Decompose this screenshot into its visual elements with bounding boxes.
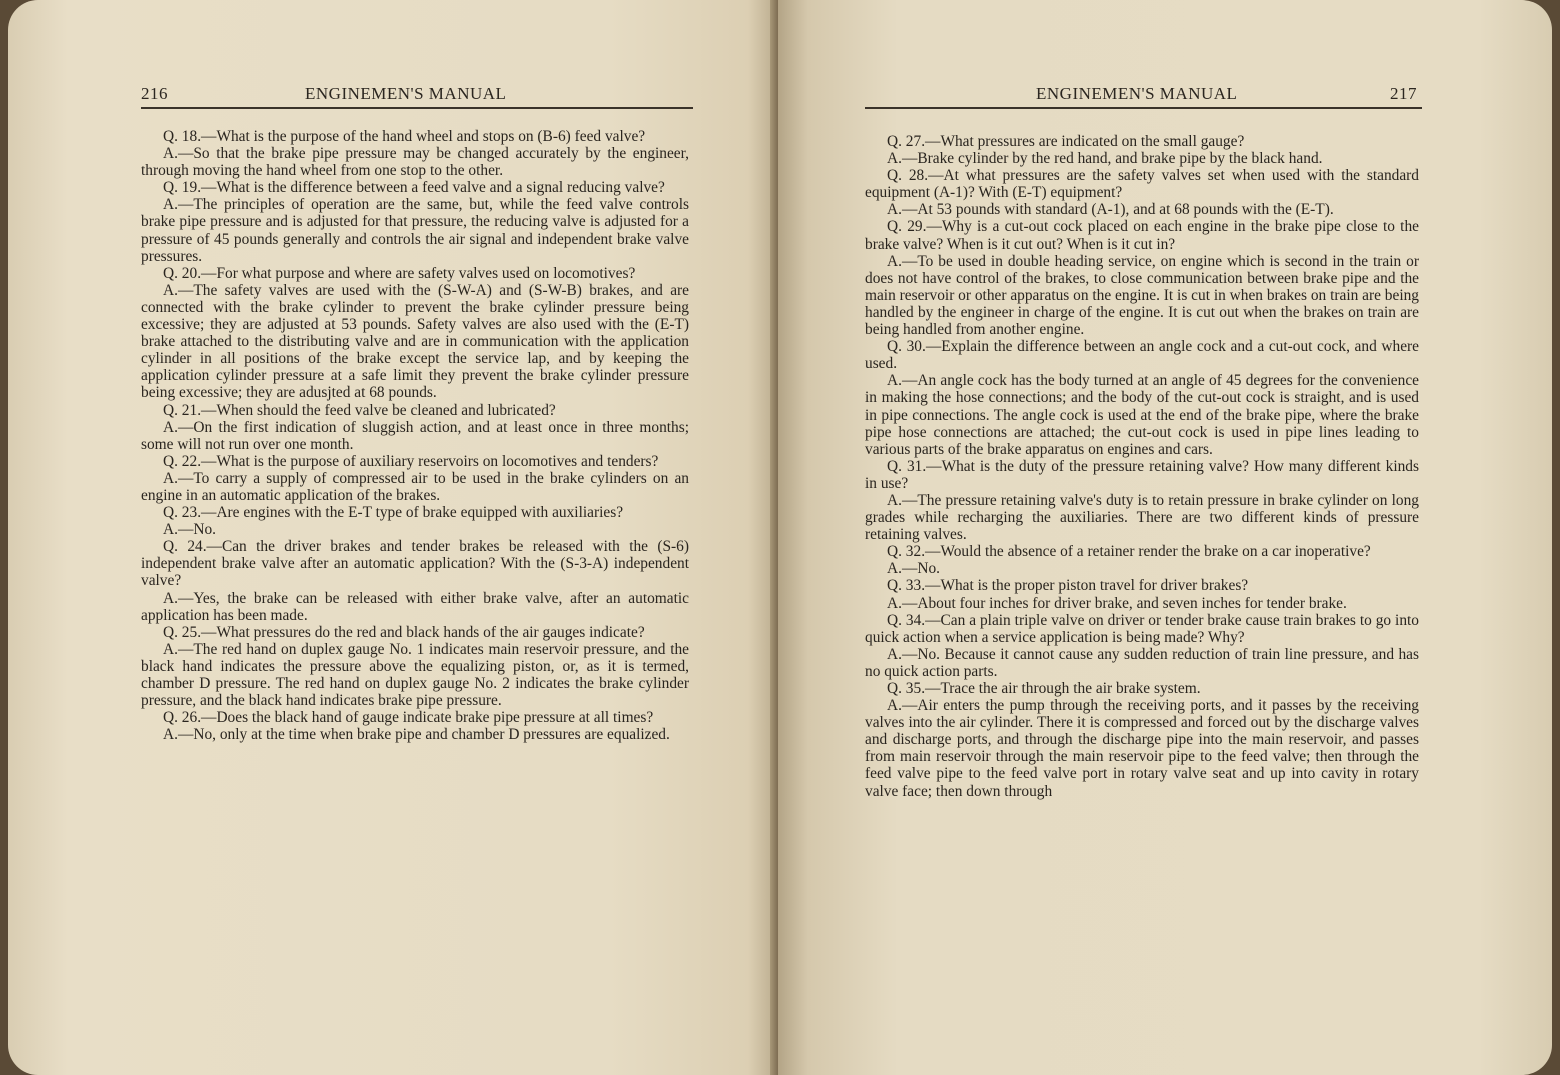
- answer-paragraph: A.—To be used in double heading service, on engine which is second in the train or does not have control of the brakes, to close communication between brake pipe and the main reservoir or other apparatus on the engine. It is cut in when brakes on train are being handled by the engineer in charge of the engine. It is cut out when the brakes on train are being handled from another engine.: [865, 252, 1419, 339]
- question-paragraph: Q. 21.—When should the feed valve be cleaned and lubricated?: [163, 401, 556, 419]
- left-page: [8, 0, 778, 1075]
- question-paragraph: Q. 29.—Why is a cut-out cock placed on each engine in the brake pipe close to the brake valve? When is it cut out? When is it cut in?: [865, 218, 1419, 253]
- answer-paragraph: A.—No.: [163, 521, 217, 539]
- answer-paragraph: A.—The principles of operation are the same, but, while the feed valve controls brake pipe pressure and is adjusted for that pressure, the reducing valve is adjusted for a pressure of 45 pounds generally and controls the air signal and independent brake valve pressures.: [141, 196, 689, 265]
- answer-paragraph: A.—At 53 pounds with standard (A-1), and at 68 pounds with the (E-T).: [887, 201, 1334, 219]
- right-page-number: 217: [1390, 84, 1417, 103]
- answer-paragraph: A.—Air enters the pump through the receiving ports, and it passes by the receiving valves into the air cylinder. There it is compressed and forced out by the discharge valves and discharge ports, and through the discharge pipe into the main reservoir, and passes from main reservoir through the main reservoir pipe to the feed valve; then through the feed valve pipe to the feed valve port in rotary valve seat and up into cavity in rotary valve face; then down through: [865, 697, 1419, 800]
- answer-paragraph: A.—To carry a supply of compressed air to be used in the brake cylinders on an engine in an automatic application of the brakes.: [141, 469, 689, 504]
- question-paragraph: Q. 32.—Would the absence of a retainer render the brake on a car inoperative?: [887, 543, 1371, 561]
- question-paragraph: Q. 18.—What is the purpose of the hand wheel and stops on (B-6) feed valve?: [163, 128, 646, 145]
- question-paragraph: Q. 22.—What is the purpose of auxiliary reservoirs on locomotives and tenders?: [163, 452, 659, 470]
- right-header-rule: [865, 107, 1422, 109]
- left-page-number: 216: [141, 84, 168, 103]
- question-paragraph: Q. 26.—Does the black hand of gauge indicate brake pipe pressure at all times?: [163, 709, 654, 727]
- answer-paragraph: A.—The pressure retaining valve's duty is to retain pressure in brake cylinder on long grades while recharging the auxiliaries. There are two different kinds of pressure retaining valves.: [865, 491, 1419, 544]
- right-page: [778, 0, 1552, 1075]
- answer-paragraph: A.—An angle cock has the body turned at an angle of 45 degrees for the convenience in making the hose connections; and the body of the cut-out cock is straight, and is used in pipe connections. The angle cock is used at the end of the brake pipe, where the brake pipe hose connections are attached; the cut-out cock is used in pipe lines leading to various parts of the brake apparatus on engines and cars.: [865, 372, 1419, 458]
- answer-paragraph: A.—No.: [887, 560, 941, 578]
- question-paragraph: Q. 23.—Are engines with the E-T type of brake equipped with auxiliaries?: [163, 504, 624, 522]
- question-paragraph: Q. 24.—Can the driver brakes and tender brakes be released with the (S-6) independent brake valve after an automatic application? With the (S-3-A) independent valve?: [141, 538, 689, 590]
- answer-paragraph: A.—So that the brake pipe pressure may be changed accurately by the engineer, through moving the hand wheel from one stop to the other.: [141, 145, 689, 180]
- answer-paragraph: A.—The red hand on duplex gauge No. 1 indicates main reservoir pressure, and the black hand indicates the pressure above the equalizing piston, or, as it is termed, chamber D pressure. The red hand on duplex gauge No. 2 indicates the brake cylinder pressure, and the black hand indicates brake pipe pressure.: [141, 640, 689, 710]
- question-paragraph: Q. 34.—Can a plain triple valve on driver or tender brake cause train brakes to go into quick action when a service application is being made? Why?: [865, 611, 1419, 646]
- question-paragraph: Q. 20.—For what purpose and where are safety valves used on locomotives?: [163, 264, 636, 282]
- question-paragraph: Q. 33.—What is the proper piston travel for driver brakes?: [887, 577, 1249, 595]
- right-page-text: [865, 133, 1419, 800]
- question-paragraph: Q. 25.—What pressures do the red and black hands of the air gauges indicate?: [163, 623, 645, 641]
- question-paragraph: Q. 30.—Explain the difference between an angle cock and a cut-out cock, and where used.: [865, 338, 1419, 373]
- question-paragraph: Q. 35.—Trace the air through the air brake system.: [887, 680, 1201, 697]
- answer-paragraph: A.—The safety valves are used with the (S-W-A) and (S-W-B) brakes, and are connected with the brake cylinder to prevent the brake cylinder pressure being excessive; they are adjusted at 53 pounds. Safety valves are also used with the (E-T) brake attached to the distributing valve and are in communication with the application cylinder in all positions of the brake except the service lap, and by keeping the application cylinder pressure at a safe limit they prevent the brake cylinder pressure being excessive; they are adusjted at 68 pounds.: [141, 281, 689, 402]
- left-page-text: [141, 128, 689, 743]
- right-running-title: ENGINEMEN'S MANUAL: [1036, 84, 1238, 103]
- left-header-rule: [141, 107, 693, 109]
- question-paragraph: Q. 27.—What pressures are indicated on the small gauge?: [887, 133, 1245, 150]
- question-paragraph: Q. 31.—What is the duty of the pressure retaining valve? How many different kinds in use?: [865, 457, 1419, 492]
- left-running-title: ENGINEMEN'S MANUAL: [305, 84, 507, 103]
- question-paragraph: Q. 19.—What is the difference between a feed valve and a signal reducing valve?: [163, 179, 665, 197]
- answer-paragraph: A.—On the first indication of sluggish action, and at least once in three months; some will not run over one month.: [141, 418, 689, 453]
- answer-paragraph: A.—About four inches for driver brake, and seven inches for tender brake.: [887, 594, 1347, 612]
- question-paragraph: Q. 28.—At what pressures are the safety valves set when used with the standard equipment (A-1)? With (E-T) equipment?: [865, 167, 1419, 202]
- answer-paragraph: A.—No. Because it cannot cause any sudden reduction of train line pressure, and has no quick action parts.: [865, 645, 1419, 680]
- answer-paragraph: A.—No, only at the time when brake pipe and chamber D pressures are equalized.: [163, 726, 670, 744]
- answer-paragraph: A.—Yes, the brake can be released with either brake valve, after an automatic application has been made.: [141, 589, 689, 624]
- answer-paragraph: A.—Brake cylinder by the red hand, and brake pipe by the black hand.: [887, 150, 1323, 168]
